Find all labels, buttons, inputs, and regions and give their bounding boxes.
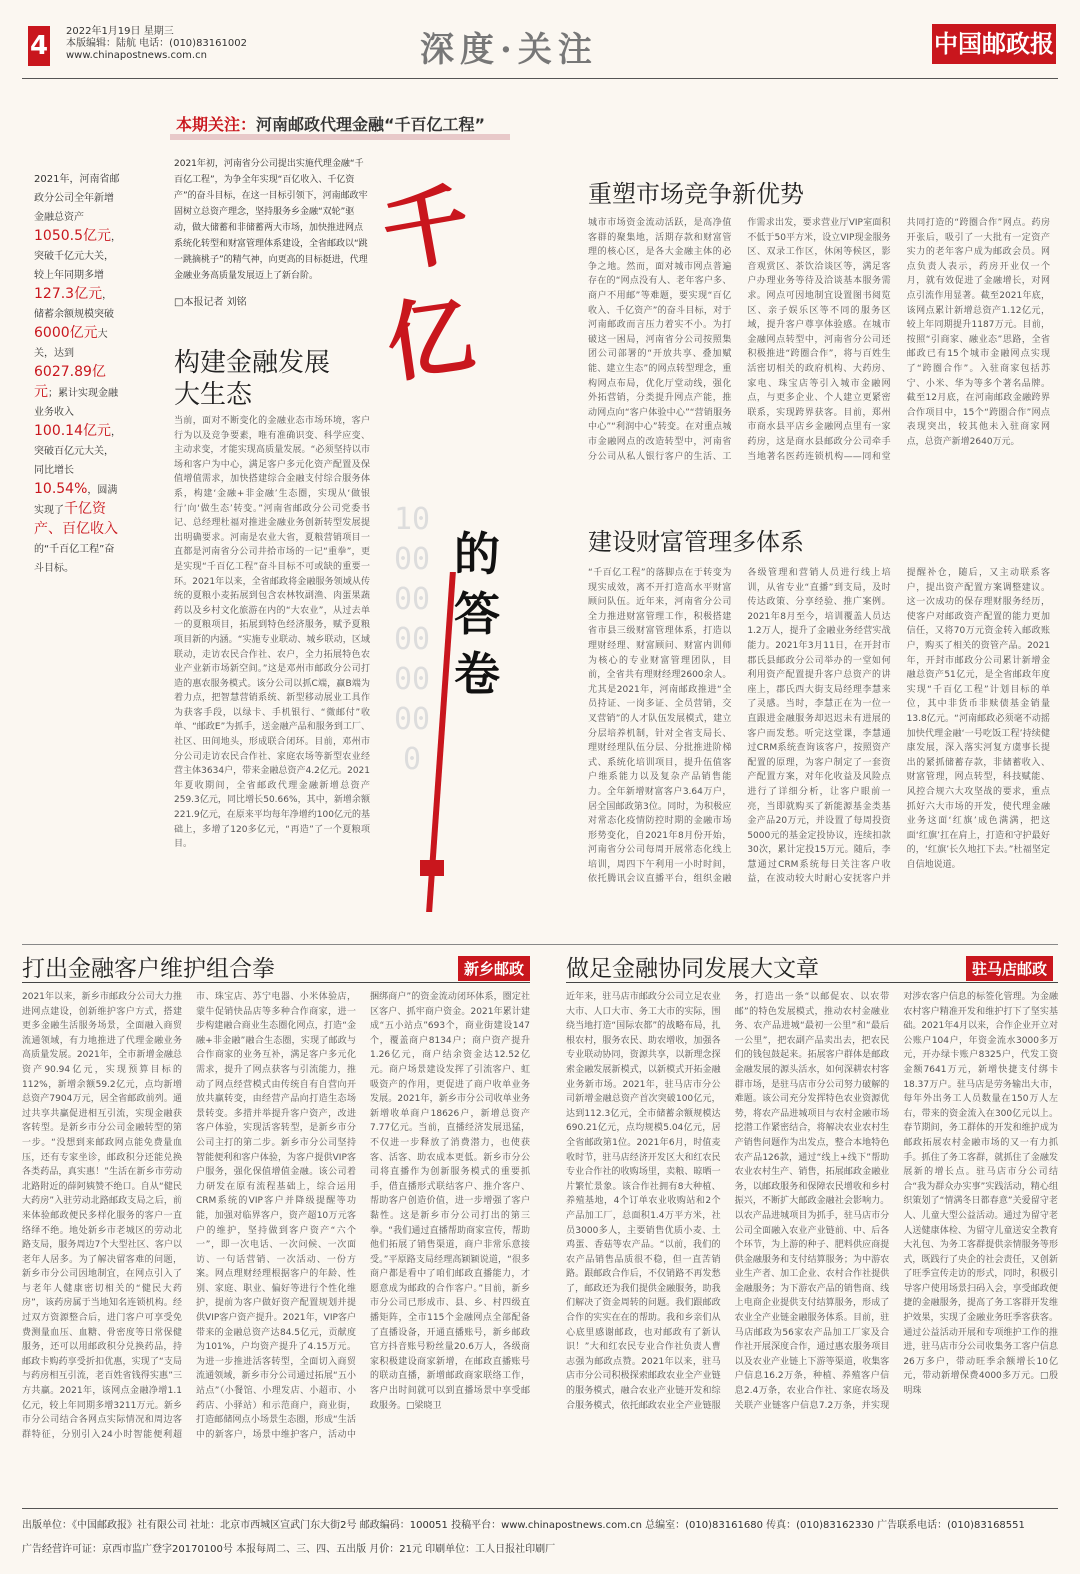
sidebar-text: 大关，达到 xyxy=(34,329,108,359)
sidebar-text: ，突破百亿元大关，同比增长 xyxy=(34,427,121,476)
article-4-rule xyxy=(22,982,530,983)
byline: □本报记者 刘铭 xyxy=(174,297,247,308)
article-5-tag: 驻马店邮政 xyxy=(966,956,1053,981)
page-number: 4 xyxy=(28,26,50,66)
article-5-rule xyxy=(566,982,1058,983)
article-2-body: 城市市场资金流动活跃，是高净值客群的聚集地，活期存款和财富管理的核心区，是各大金融主体的必争之地。然而，面对城市网点普遍存在的“网点没有人、老年客户多、商户不用邮”等难题，要实现“百亿收入、千亿资产”的奋斗目标，对于河南邮政而言压力着实不小。为打破这一困局，河南省分公司按照集团公司部署的“开放共享、叠加赋能、建立生态”的网点转型理念，重构网点布局，优化厅堂动线，强化外拓营销，分类提升网点产能，推动网点向“客户体验中心”“营销服务中心”“利润中心”转变。在对重点城市金融网点的改造转型中，河南省分公司从私人银行客户的生活、工作需求出发，要求营业厅VIP室面积不低于50平方米，设立VIP现金服务区、双录工作区，休闲等候区，影音观赏区、茶饮洽谈区等，满足客户办理业务等待及洽谈基本服务需求。网点可因地制宜设置图书阅览区、亲子娱乐区等不同的服务区域，提升客户尊享体验感。在城市金融网点转型中，河南省分公司还积极推进“跨圈合作”，将与百姓生活密切相关的政府机构、大药房、家电、珠宝店等引入城市金融网点，与更多企业、个人建立更紧密联系，实现跨界获客。目前，郑州市商水县平店乡金融网点里有一家药房，这是商水县邮政分公司牵手当地著名医药连锁机构——同和堂共同打造的“跨圈合作”网点。药房开张后，吸引了一大批有一定资产实力的老年客户成为邮政会员。网点负责人表示，药房开业仅一个月，就有效促进了金融增长，对网点引流作用显著。截至2021年底，该网点累计新增总资产1.12亿元，较上年同期提升1187万元。目前，按照“引商家、融业态”思路，全省邮政已有15个城市金融网点实现了“跨圈合作”。入驻商家包括苏宁、小米、华为等多个著名品牌。截至12月底，在河南邮政金融跨界合作项目中，15个“跨圈合作”网点表现突出，较其他未入驻商家网点，总资产新增2640万元。 xyxy=(588,218,1050,462)
article-1-title-line2: 大生态 xyxy=(174,380,253,410)
footer-line-2: 广告经营许可证：京西市监广登字20170100号 本报每周二、三、四、五出版 月价：21元 印刷单位：工人日报社印刷厂 xyxy=(22,1544,556,1555)
header-rule xyxy=(22,78,1058,79)
sidebar-value: 100.14亿元 xyxy=(34,423,111,439)
focus-title: 河南邮政代理金融“千百亿工程” xyxy=(256,115,486,134)
sidebar-text: 2021年，河南省邮政分公司全年新增金融总资产 xyxy=(34,174,120,223)
site-url: www.chinapostnews.com.cn xyxy=(66,50,207,61)
section-divider xyxy=(22,944,1058,945)
sidebar-text: 的“千百亿工程”奋斗目标。 xyxy=(34,544,115,574)
sidebar-text: ，突破千亿元大关，较上年同期多增 xyxy=(34,232,121,281)
masthead-logo: 中国邮政报 xyxy=(932,24,1056,64)
calligraphy-qian: 千 xyxy=(375,172,478,287)
sidebar-text: ，储蓄余额规模突破 xyxy=(34,290,114,320)
calligraphy-de: 的 xyxy=(454,527,500,581)
calligraphy-juan: 卷 xyxy=(454,647,500,701)
article-4-tag: 新乡邮政 xyxy=(458,956,530,981)
header-meta xyxy=(66,26,247,62)
sidebar-value: 6027.89亿元 xyxy=(34,364,106,400)
sidebar-value: 127.3亿元 xyxy=(34,286,103,302)
sidebar-text: ；累计实现金融业务收入 xyxy=(34,388,118,418)
digits-watermark: 1000000000000 xyxy=(393,502,431,777)
sidebar-value: 10.54% xyxy=(34,481,88,497)
stats-sidebar xyxy=(34,170,122,578)
calligraphy-yi: 亿 xyxy=(380,283,480,396)
focus-label: 本期关注： xyxy=(176,115,257,134)
section-title: 深度·关注 xyxy=(420,30,598,70)
focus-banner xyxy=(176,112,485,135)
sidebar-value: 千亿资产、百亿收入 xyxy=(34,501,118,537)
article-3-title: 建设财富管理多体系 xyxy=(588,528,804,556)
sidebar-value: 6000亿元 xyxy=(34,325,98,341)
red-brush-tail xyxy=(420,860,444,876)
article-4-body: 2021年以来，新乡市邮政分公司大力推进网点建设，创新维护客户方式，搭建更多金融生活服务场景，全面融入商贸流通领域，有力地推进了代理金融业务高质量发展。2021年，全市新增金融总资产90.94亿元，实现预算目标的112%，新增余额59.2亿元，点均新增总资产7904万元，居全省邮政前列。通过共享共赢促进相互引流，实现金融获客转型。是新乡市分公司金融转型的第一步。“没想到来邮政网点能免费量血压，还有专家坐诊，邮政积分还能兑换各类药品，真实惠！”生活在新乡市劳动北路附近的薛阿姨赞不绝口。自从“健民大药房”入驻劳动北路邮政支局之后，前来体验邮政便民多样化服务的客户一直络绎不绝。地处新乡市老城区的劳动北路支局，服务周边7个大型社区、客户以老年人居多。为了解决留客难的问题，新乡市分公司因地制宜，在网点引入了与老年人健康密切相关的“健民大药房”，该药房属于当地知名连锁机构。经过双方资源整合后，进门客户可享受免费测量血压、血糖、骨密度等日常保健服务，还可以用邮政积分兑换药品，持邮政卡购药享受折扣优惠，实现了“支局与药房相互引流，老百姓省钱得实惠”三方共赢。2021年，该网点金融净增1.1亿元，较上年同期多增3211万元。新乡市分公司结合各网点实际情况和周边客群特征，分别引入24小时智能便利超市、珠宝店、苏宁电器、小米体验店，蒙牛促销快品店等多种合作商家，进一步构建融合商业生态圈化网点，打造“金融+非金融”融合生态圈，实现了邮政与合作商家的业务互补，满足客户多元化需求，提升了网点获客与引流能力，推动了网点经营模式由传统自有自营向开放共赢转变，由经营产品向打造生态场景转变。多措并举提升客户资产，改进客户体验，实现活客转型，是新乡市分公司主打的第二步。新乡市分公司坚持智能便利和客户体验，为客户提供VIP客户服务，强化保值增值金融。该公司着力研发在原有流程基础上，综合运用CRM系统的VIP客户并降级提醒等功能，加强对临界客户，资产超10万元客户的维护，坚持做到客户资产“六个一”，即一次电话、一次问候、一次面访、一句话营销、一次活动、一份方案。网点理财经理根据客户的年龄、性别、家庭、职业、偏好等进行个性化维护，提前为客户做好资产配置规划并提供VIP客户资产提升。2021年，VIP客户带来的金融总资产达84.5亿元，贡献度为101%，户均资产提升了4.15万元。为进一步推进活客转型，全面切入商贸流通领域，新乡市分公司通过拓展“五小站点”（小餐馆、小理发店、小超市、小药店、小驿站）和示范商户，商业街，打造邮储网点小场景生态圈，形成“生活中的新客户，场景中维护客户，活动中捆绑商户”的资金流动闭环体系，圈定社区客户、抓牢商户资金。2021年累计建成“五小站点”693个，商业街建设147个，覆盖商户8134户；商户资产提升1.26亿元，商户结余资金达12.52亿元。商户场景建设发挥了引流客户、虹吸资产的作用，更促进了商户收单业务发展。2021年，新乡市分公司收单业务新增收单商户18626户，新增总资产7.77亿元。当前，直播经济发展迅猛，不仅进一步释放了消费潜力，也使获客、活客、助农成本更低。新乡市分公司将直播作为创新服务模式的重要抓手，借直播形式联结客户、推介客户、帮助客户创造价值，进一步增强了客户黏性。这是新乡市分公司打出的第三拳。“我们通过直播帮助商家宣传，帮助他们拓展了销售渠道，商户非常乐意接受。”平原路支局经理高颖颖说道，“很多商户都是看中了咱们邮政直播能力，才愿意成为邮政的合作客户。”目前，新乡市分公司已形成市、县、乡、村四级直播矩阵，全市115个金融网点全部配备了直播设备，开通直播账号，新乡邮政官方抖音账号粉丝量20.6万人，各级商家积极建设商家新增，在邮政直播账号的联动直播，新增邮政商家联络工作，客户出时间就可以到直播场景中享受邮政服务。□梁晓卫 xyxy=(22,992,530,1440)
article-4-title: 打出金融客户维护组合拳 xyxy=(22,956,275,982)
article-5-body: 近年来，驻马店市邮政分公司立足农业大市、人口大市、务工大市的实际，围绕当地打造“国际农都”的战略布局，扎根农村，服务农民、助农增收，加强各专业联动协同，资源共享，以新理念探索金融发展新模式，以新模式开拓金融业务新市场。2021年，驻马店市分公司新增金融总资产首次突破100亿元，达到112.3亿元，全市储蓄余额规模达690.21亿元，点均规模5.04亿元，居全省邮政第1位。2021年6月，时值麦收时节，驻马店经济开发区大和红农民专业合作社的收购场里，卖粮、晾晒一片繁忙景象。该合作社拥有8大种植、养殖基地，4个订单农业收购站和2个产品加工厂，总面积1.4万平方米，社员3000多人，主要销售优质小麦、土鸡蛋、香菇等农产品。“以前，我们的农产品销售品质很不稳，但一直苦销路。跟邮政合作后，不仅销路不再发愁了，邮政还为我们提供金融服务，助我们解决了资金周转的问题。我们跟邮政合作的实实在在的帮助。我和乡亲们从心底里感谢邮政，也对邮政有了新认识！”大和红农民专业合作社负责人曹志强为邮政点赞。2021年以来，驻马店市分公司积极探索邮政农业全产业链的服务模式，融合农业产业链开发和综合服务模式，依托邮政农业全产业链服务，打造出一条“以邮促农、以农带邮”的特色发展模式，推动农村金融业务、农产品进城“最初一公里”和“最后一公里”，把农副产品卖出去，把农民们的钱包鼓起来。拓展客户群体是邮政金融发展的源头活水，如何深耕农村客群市场，是驻马店市分公司努力破解的难题。该公司充分发挥特色农业资源优势，将农产品进城项目与农村金融市场挖潜工作紧密结合，将解决农业农村生产销售问题作为出发点，整合本地特色农产品126款，通过“线上+线下”帮助农业农村生产、销售，拓展邮政金融业务，以邮政服务和保障农民增收和乡村振兴，不断扩大邮政金融社会影响力。以农产品进城项目为抓手，驻马店市分公司全面融入农业产业链前、中、后各个环节，为上游的种子、肥料供应商提供金融服务和支付结算服务；为中游农业生产者、加工企业、农村合作社提供金融服务；为下游农产品的销售商、线上电商企业提供支付结算服务，形成了农业全产业链金融服务体系。目前，驻马店邮政为56家农产品加工厂家及合作社开展深度合作，通过惠农服务项目以及农业产业链上下游等渠道，收集客户信息16.2万条，种植、养殖客户信息2.4万条，农业合作社、家庭农场及关联产业链客户信息7.2万条，并实现对涉农客户信息的标签化管理。为金融农村客户精准开发和维护打下了坚实基础。2021年4月以来，合作企业开立对公账户104户，年资金流水3000多万元，开办绿卡账户8325户，代发工资金额7641万元，新增快捷支付绑卡18.37万户。驻马店是劳务输出大市，每年外出务工人员数量在150万人左右，带来的资金流入在300亿元以上。春节期间，务工群体的开发和维护成为邮政拓展农村金融市场的又一有力抓手。抓住了务工客群，就抓住了金融发展新的增长点。驻马店市分公司结合“我为群众办实事”实践活动，精心组织策划了“情满冬日都春意”关爱留守老人、儿童大型公益活动。通过为留守老人送健康体检、为留守儿童送安全教育大礼包、为务工客群提供亲情服务等形式，既践行了央企的社会责任，又创新了旺季宣传走访的形式，同时，积极引导客户使用场景扫码入会，享受邮政便捷的金融服务，提高了务工客群开发维护效果，实现了金融业务旺季客获客。通过公益活动开展和专项维护工作的推进，驻马店市分公司收集务工客户信息26万多户，带动旺季余额增长10亿元，带动新增保费4000多万元。□殷明珠 xyxy=(566,992,1058,1411)
footer-rule xyxy=(22,1508,1058,1509)
sidebar-text: ，圆满实现了 xyxy=(34,485,118,516)
calligraphy-da: 答 xyxy=(454,587,500,641)
lead-paragraph: 2021年初，河南省分公司提出实施代理金融“千百亿工程”，为争全年实现“百亿收入、千亿资产”的奋斗目标，在这一目标引领下，河南邮政牢固树立总资产理念，坚持服务乡金融“双轮”驱动，做大储蓄和非储蓄两大市场，加快推进网点系统化转型和财富管理体系建设，全省邮政以“跳一跳摘桃子”的精气神，向更高的目标挺进，代理金融业务高质量发展迈上了新台阶。 xyxy=(174,159,368,281)
article-1-body: 当前，面对不断变化的金融业态市场环境，客户行为以及竞争要素，唯有准确识变、科学应变、主动求变，才能实现高质量发展。“必须坚持以市场和客户为中心，满足客户多元化资产配置及保值增值需求，加快搭建综合金融支付综合服务体系，构建‘金融+非金融’生态圈，实现从‘做银行’向‘做生态’转变。”河南省邮政分公司党委书记、总经理杜福对推进金融业务创新转型发展提出明确要求。河南是农业大省，夏粮营销项目一直都是河南省分公司井拾市场的一记“重拳”，更是实现“千百亿工程”奋斗目标不可或缺的重要一环。2021年以来，全省邮政将金融服务领域从传统的夏粮小麦拓展到包含农林牧副渔、肉蛋果蔬药以及乡村文化旅游在内的“大农业”，从过去单一的夏粮项目，拓展到特色经济服务，赋予夏粮项目新的内涵。“实施专业联动、城乡联动，区域联动，走访农民合作社、农户，全力拓展特色农业产业新市场新空间。”这是邓州市邮政分公司打造的惠农服务模式。该分公司以抓C端，赢B端为着力点，把智慧营销系统、新型移动展业工具作为获客手段，以绿卡、手机银行、“微邮付”收单、“邮政E”为抓手，送金融产品和服务到工厂、社区、田间地头，形成联合闭环。目前，邓州市分公司走访农民合作社、家庭农场等新型农业经营主体3634户，带来金融总资产4.2亿元。2021年夏收期间，全省邮政代理金融新增总资产259.3亿元，同比增长50.66%，其中，新增余额221.9亿元，在原来平均每年净增约100亿元的基础上，多增了120多亿元，“再造”了一个夏粮项目。 xyxy=(174,416,370,850)
footer-line-1: 出版单位：《中国邮政报》社有限公司 社址：北京市西城区宣武门东大街2号 邮政编码：100051 投稿平台：www.chinapostnews.com.cn 总编室：(010)83161680 传真：(010)83162330 广告联系电话：(010)83168551 xyxy=(22,1520,1025,1531)
editor-line: 本版编辑：陆航 电话：(010)83161002 xyxy=(66,38,247,49)
article-1-title-line1: 构建金融发展 xyxy=(174,348,331,378)
date-line: 2022年1月19日 星期三 xyxy=(66,26,174,37)
article-3-body: “千百亿工程”的落脚点在于转变为现实成效，离不开打造高水平财富顾问队伍。近年来，河南省分公司全力推进财富管理工作，积极搭建省市县三级财富管理体系，打造以理财经理、财富顾问、财富内训师为核心的专业财富管理团队，目前，全省共有理财经理2600余人。尤其是2021年，河南邮政推进“全员持证、一岗多证、全员营销，交叉营销”的人才队伍发展模式，建立分层培养机制，针对全省支局长、理财经理队伍分层、分批推进阶梯式、系统化培训项目，提升伍值客户维系能力以及复杂产品销售能力。全年新增财富客户3.64万户，居全国邮政第3位。同时，为积极应对常态化疫情防控时期的金融市场形势变化，自2021年8月份开始，河南省分公司每周开展常态化线上培训，周四下午利用一小时时间，依托腾讯会议直播平台，组织金融各级管理和营销人员进行线上培训，从省专业“直播”到支局，及时传达政策、分享经验、推广案例。2021年8月至今，培训覆盖人员达1.2万人，提升了金融业务经营实战能力。2021年3月11日，在开封市郡氏县邮政分公司举办的一堂如何利用资产配置提升客户总资产的讲座上，郡氏西大街支局经理李慧来了灵感。当时，李慧正在为一位一直跟进金融服务却迟迟未有进展的客户而发愁。听完这堂课，李慧通过CRM系统查询该客户，按照资产配置的原理，为客户制定了一套资产配置方案，对年化收益及风险点进行了详细分析，让客户眼前一亮，当即就购买了新能源基金类基金产品20万元，并设置了每周投资5000元的基金定投协议，连续扣款30次，累计定投15万元。随后，李慧通过CRM系统每日关注客户收益，在波动较大时耐心安抚客户并提醒补仓，随后，又主动联系客户，提出资产配置方案调整建议。这一次成功的保存理财服务经历，使客户对邮政资产配置的能力更加信任，又将70万元资金转入邮政账户，购买了相关的资管产品。2021年，开封市邮政分公司累计新增金融总资产51亿元，是全省邮政年度实现“千百亿工程”计划目标的单位，其中非货币非赎债基金销量13.8亿元。“河南邮政必须毫不动摇加快代理金融‘一号吃饭工程’持续健康发展，深入落实河复方虞事长提出的紧抓储蓄存款，非储蓄收入、财富管理，网点转型，科技赋能、风控合规六大攻坚战的要求，重点抓好六大市场的开发，使代理金融业务这面‘红旗’成色满满，把这面‘红旗’扛在肩上，打造和守护最好的，‘红旗’长久地扛下去。”杜福坚定自信地说道。 xyxy=(588,568,1050,885)
article-2-title: 重塑市场竞争新优势 xyxy=(588,180,804,208)
sidebar-value: 1050.5亿元 xyxy=(34,228,111,244)
article-5-title: 做足金融协同发展大文章 xyxy=(566,956,819,982)
